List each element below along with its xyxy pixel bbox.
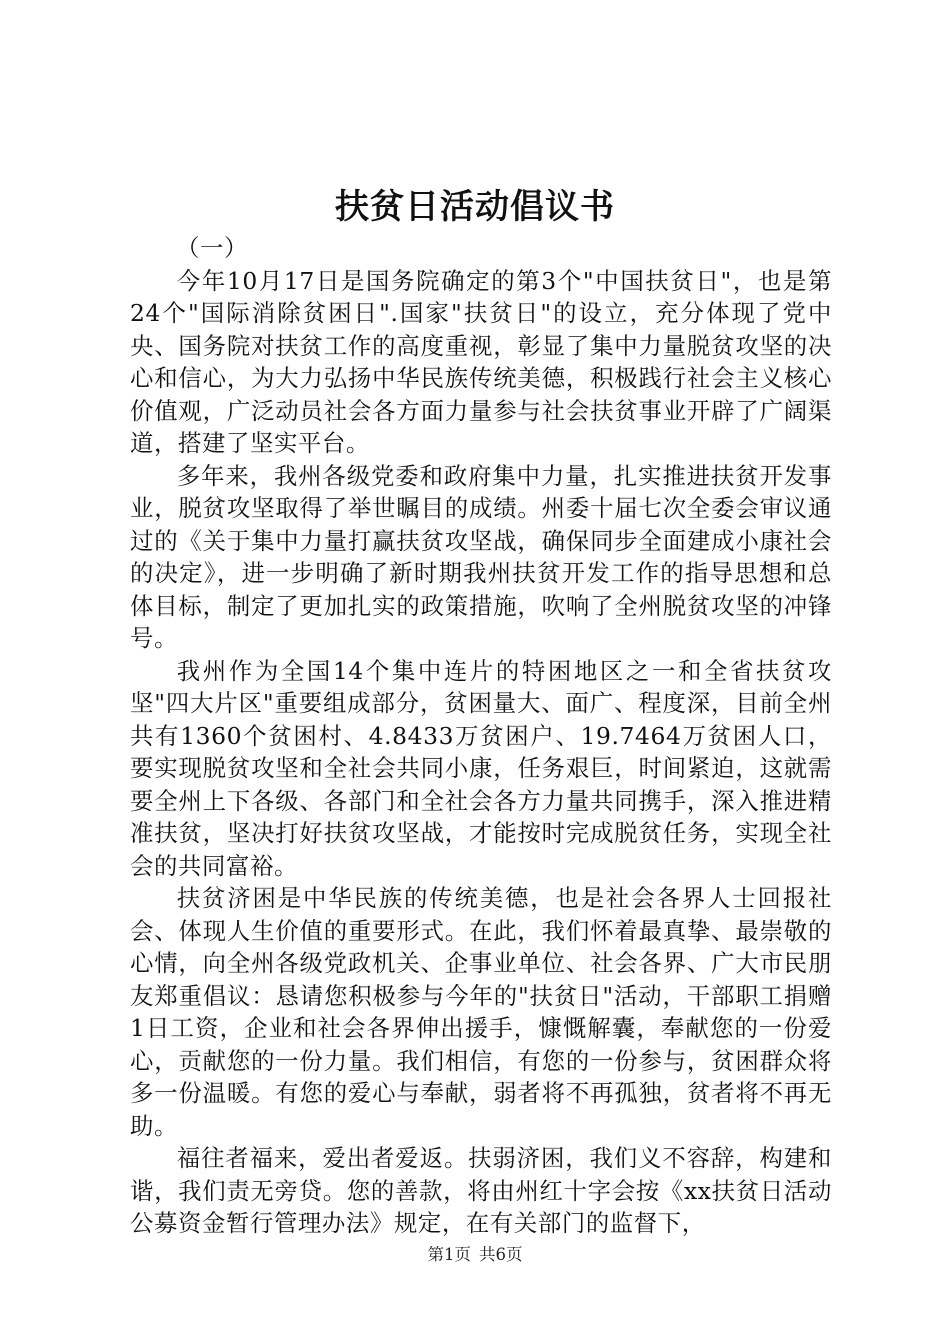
page-number: 第1页 — [427, 1245, 471, 1264]
page-total: 共6页 — [479, 1245, 523, 1264]
document-title: 扶贫日活动倡议书 — [335, 187, 615, 227]
paragraph-1: 今年10月17日是国务院确定的第3个"中国扶贫日"，也是第24个"国际消除贫困日".国家"扶贫日"的设立，充分体现了党中央、国务院对扶贫工作的高度重视，彰显了集中力量脱贫攻坚的决心和信心，为大力弘扬中华民族传统美德，积极践行社会主义核心价值观，广泛动员社会各方面力量参与社会扶贫事业开辟了广阔渠道，搭建了坚实平台。 — [130, 266, 832, 457]
page-footer — [0, 1244, 950, 1266]
section-label: （一） — [176, 234, 248, 262]
document-body — [130, 232, 832, 1240]
paragraph-2: 多年来，我州各级党委和政府集中力量，扎实推进扶贫开发事业，脱贫攻坚取得了举世瞩目的成绩。州委十届七次全委会审议通过的《关于集中力量打赢扶贫攻坚战，确保同步全面建成小康社会的决定》，进一步明确了新时期我州扶贫开发工作的指导思想和总体目标，制定了更加扎实的政策措施，吹响了全州脱贫攻坚的冲锋号。 — [130, 461, 832, 652]
paragraph-4: 扶贫济困是中华民族的传统美德，也是社会各界人士回报社会、体现人生价值的重要形式。在此，我们怀着最真挚、最崇敬的心情，向全州各级党政机关、企事业单位、社会各界、广大市民朋友郑重倡议：恳请您积极参与今年的"扶贫日"活动，干部职工捐赠1日工资，企业和社会各界伸出援手，慷慨解囊，奉献您的一份爱心，贡献您的一份力量。我们相信，有您的一份参与，贫困群众将多一份温暖。有您的爱心与奉献，弱者将不再孤独，贫者将不再无助。 — [130, 884, 832, 1140]
paragraph-3: 我州作为全国14个集中连片的特困地区之一和全省扶贫攻坚"四大片区"重要组成部分，贫困量大、面广、程度深，目前全州共有1360个贫困村、4.8433万贫困户、19.7464万贫困人口，要实现脱贫攻坚和全社会共同小康，任务艰巨，时间紧迫，这就需要全州上下各级、各部门和全社会各方力量共同携手，深入推进精准扶贫，坚决打好扶贫攻坚战，才能按时完成脱贫任务，实现全社会的共同富裕。 — [130, 656, 832, 880]
paragraph-5: 福往者福来，爱出者爱返。扶弱济困，我们义不容辞，构建和谐，我们责无旁贷。您的善款，将由州红十字会按《xx扶贫日活动公募资金暂行管理办法》规定，在有关部门的监督下， — [130, 1144, 832, 1237]
